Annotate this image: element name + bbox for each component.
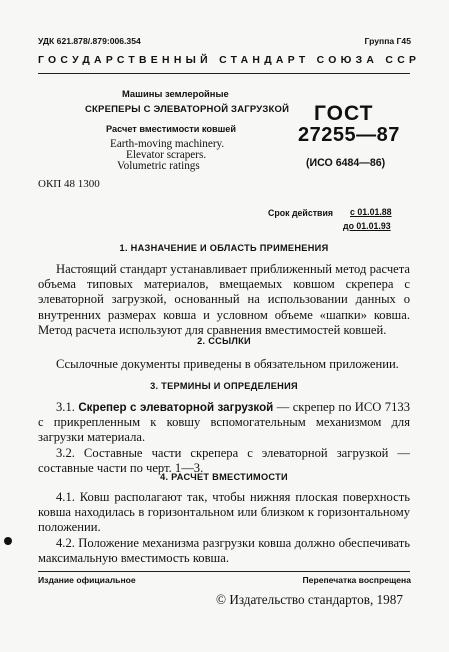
section-4-heading: 4. РАСЧЕТ ВМЕСТИМОСТИ [160,472,288,482]
section-2-heading: 2. ССЫЛКИ [197,336,251,346]
paragraph: Ссылочные документы приведены в обязательном приложении. [56,357,399,371]
english-title-line-1: Earth-moving machinery. [110,138,225,150]
okp-code: ОКП 48 1300 [38,178,100,190]
english-title-line-2: Elevator scrapers. [126,149,207,161]
udk-code: УДК 621.878/.879:006.354 [38,36,141,46]
section-1-heading: 1. НАЗНАЧЕНИЕ И ОБЛАСТЬ ПРИМЕНЕНИЯ [119,243,329,253]
paragraph: Настоящий стандарт устанавливает приближенный метод расчета объема типовых материалов, вмещаемых ковшом скрепера с элеваторной загрузкой, основанный на использовании данных о внутренних размерах ковша и условном объеме «шапки» ковша. Метод расчета используют для сравнения вместимостей ковшей. [38,262,410,337]
iso-reference: (ИСО 6484—86) [306,157,386,169]
document-subtitle-2: Расчет вместимости ковшей [106,124,237,134]
standard-banner: ГОСУДАРСТВЕННЫЙ СТАНДАРТ СОЮЗА ССР [38,55,421,66]
header-rule [38,73,410,74]
validity-from: с 01.01.88 [350,207,392,217]
section-3-heading: 3. ТЕРМИНЫ И ОПРЕДЕЛЕНИЯ [150,381,298,391]
document-title: СКРЕПЕРЫ С ЭЛЕВАТОРНОЙ ЗАГРУЗКОЙ [85,104,290,115]
footer-reprint-notice: Перепечатка воспрещена [302,575,411,585]
gost-number: 27255—87 [298,124,400,146]
document-subtitle: Машины землеройные [122,88,229,99]
footer-publisher: © Издательство стандартов, 1987 [216,592,403,607]
section-2-body [38,357,410,372]
paragraph-3-1: 3.1. Скрепер с элеваторной загрузкой — скрепер по ИСО 7133 с прикрепленным к ковшу вспомогательным механизмом для загрузки материала. [38,400,410,445]
paragraph: 4.1. Ковш располагают так, чтобы нижняя плоская поверхность ковша находилась в горизонтальном или близком к горизонтальному положении. [38,490,410,535]
section-4-body [38,490,410,566]
section-1-body [38,262,410,338]
term-bold: Скрепер с элеваторной загрузкой [78,401,274,414]
paragraph: 4.2. Положение механизма разгрузки ковша должно обеспечивать максимальную вместимость ковша. [38,535,410,565]
validity-to: до 01.01.93 [343,221,391,231]
margin-mark [4,537,12,545]
footer-official-edition: Издание официальное [38,575,136,585]
validity-label: Срок действия [268,208,333,218]
english-title-line-3: Volumetric ratings [117,160,200,172]
paragraph: 3.2. Составные части скрепера с элеваторной загрузкой — составные части по черт. 1—3. [38,445,410,475]
section-3-body [38,400,410,476]
gost-label: ГОСТ [314,102,374,125]
footer-rule [38,571,410,572]
group-code: Группа Г45 [364,36,411,46]
